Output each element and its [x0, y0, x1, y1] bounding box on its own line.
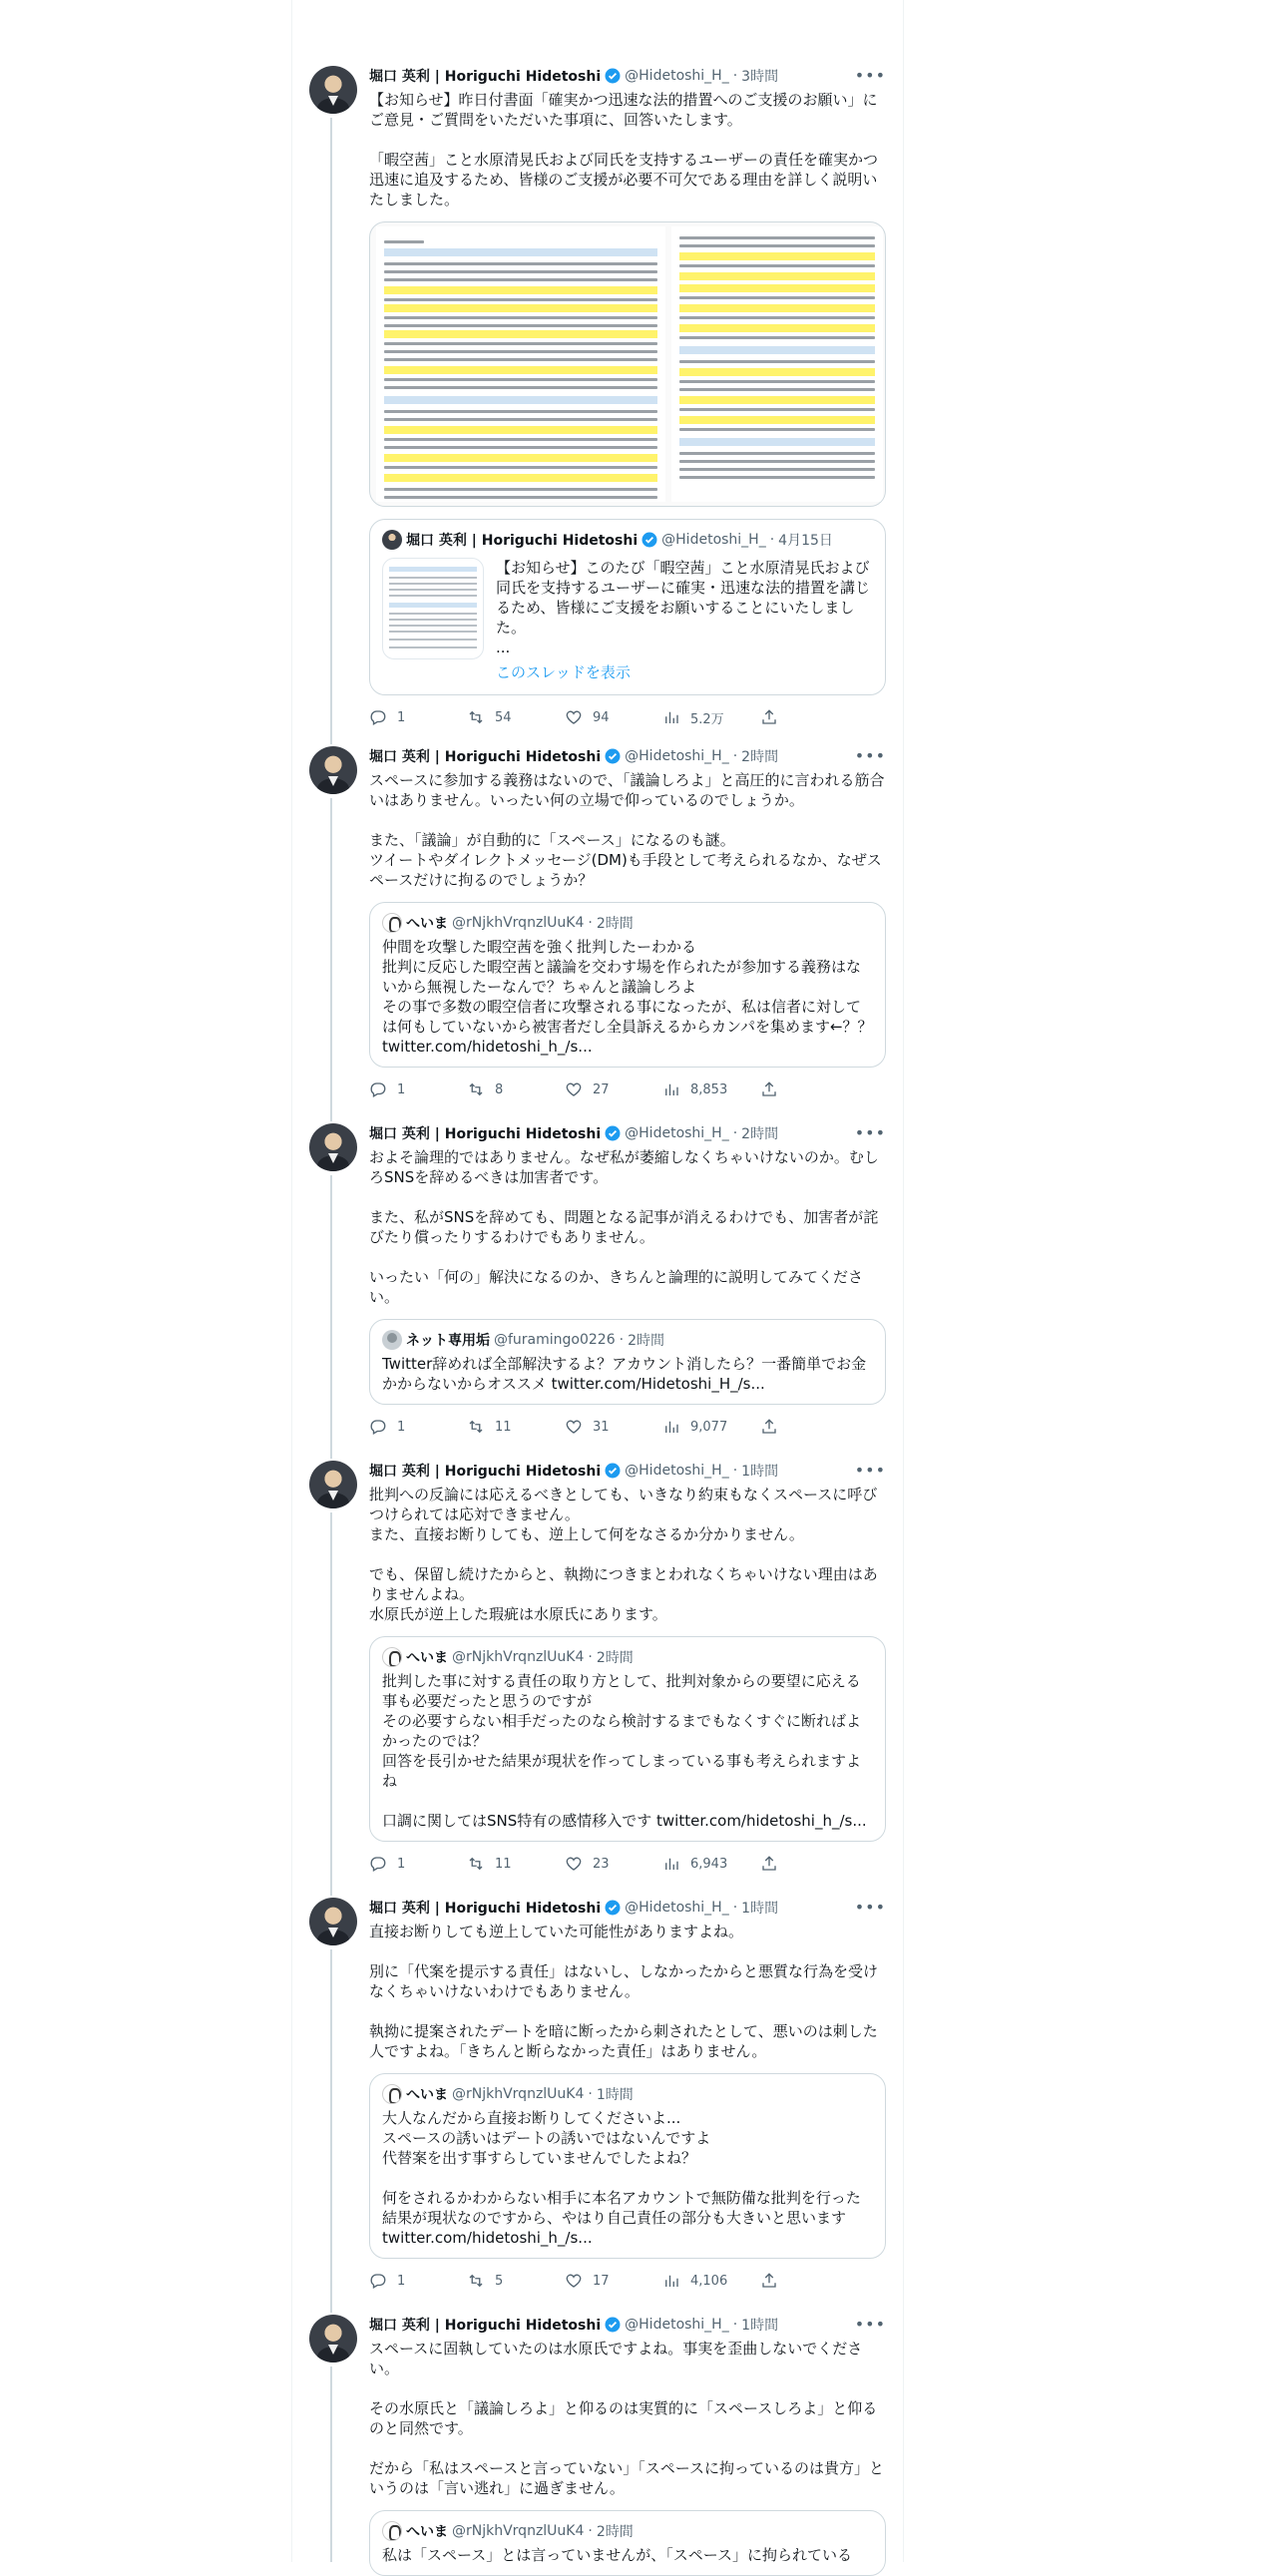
tweet-time[interactable]: 1時間: [741, 1901, 779, 1917]
share-icon: [760, 1080, 778, 1098]
reply-button[interactable]: [369, 1418, 467, 1436]
author-handle[interactable]: @Hidetoshi_H_: [625, 1900, 729, 1916]
quoted-author-handle: @furamingo0226: [494, 1332, 616, 1348]
retweet-icon: [467, 1080, 485, 1098]
heart-icon: [565, 2272, 583, 2290]
thread-line: [330, 798, 332, 1121]
more-options-icon[interactable]: •••: [854, 2315, 886, 2334]
quoted-text: 仲間を攻撃した暇空茜を強く批判したーわかる 批判に反応した暇空茜と議論を交わす場を作られたが参加する義務はないから無視したーなんで？ちゃんと議論しろよ その事で多数の暇空信者に攻撃される事になったが、私は信者に対しては何もしていないから被害者だし全員訴えるからカンパを集めます←？？ twitter.com/hidetoshi_h_/s...: [382, 938, 873, 1056]
avatar[interactable]: [309, 1461, 357, 1508]
share-button[interactable]: [760, 1080, 788, 1098]
views-icon: [662, 2272, 680, 2290]
tweet-header: [369, 2315, 886, 2335]
reply-count: 1: [397, 1081, 406, 1097]
verified-badge-icon: [605, 68, 621, 84]
reply-button[interactable]: [369, 2272, 467, 2290]
quoted-text: 批判した事に対する責任の取り方として、批判対象からの要望に応える事も必要だったと思うのですが その必要すらない相手だったのなら検討するまでもなくすぐに断ればよかったのでは？ 回答を長引かせた結果が現状を作ってしまっている事も考えられますよね 口調に関してはSNS特有の感情移入です twitter.com/hidetoshi_h_/s...: [382, 1672, 867, 1830]
tweet-actions: [369, 1079, 886, 1099]
views-icon: [662, 1418, 680, 1436]
quoted-avatar: [382, 1647, 402, 1667]
document-page-right: [671, 226, 883, 502]
author-handle[interactable]: @Hidetoshi_H_: [625, 748, 729, 764]
quoted-author-name: ネット専用垢: [406, 1333, 490, 1349]
more-options-icon[interactable]: •••: [854, 66, 886, 85]
quoted-tweet-header: [382, 1647, 873, 1667]
tweet-header: [369, 1898, 886, 1918]
quoted-avatar: [382, 1330, 402, 1350]
tweet-text: 直接お断りしても逆上していた可能性がありますよね。 別に「代案を提示する責任」はないし、しなかったからと悪質な行為を受けなくちゃいけないわけでもありません。 執拗に提案されたデートを暗に断ったから刺されたとして、悪いのは刺した人ですよね。「きちんと断らなかった責任」はありません。: [369, 1923, 879, 2060]
quoted-author-name: へいま: [406, 2087, 448, 2103]
quoted-text: 私は「スペース」とは言っていませんが、「スペース」に拘られている: [382, 2546, 853, 2564]
quoted-author-handle: @rNjkhVrqnzlUuK4: [452, 1649, 585, 1665]
reply-icon: [369, 2272, 387, 2290]
reply-count: 1: [397, 1419, 406, 1435]
more-options-icon[interactable]: •••: [854, 746, 886, 765]
reply-button[interactable]: [369, 1855, 467, 1873]
heart-icon: [565, 1080, 583, 1098]
retweet-icon: [467, 1855, 485, 1873]
separator-dot: ·: [588, 2086, 593, 2102]
retweet-icon: [467, 708, 485, 726]
like-button[interactable]: [565, 1855, 662, 1873]
quoted-tweet-header: [382, 2521, 873, 2541]
tweet-time[interactable]: 1時間: [741, 2318, 779, 2334]
more-options-icon[interactable]: •••: [854, 1461, 886, 1480]
quoted-avatar: [382, 2084, 402, 2104]
share-button[interactable]: [760, 708, 788, 726]
reply-icon: [369, 1855, 387, 1873]
avatar[interactable]: [309, 66, 357, 114]
verified-badge-icon: [605, 2317, 621, 2333]
views-icon: [662, 1855, 680, 1873]
like-button[interactable]: [565, 2272, 662, 2290]
thread-line: [330, 1949, 332, 2313]
retweet-button[interactable]: [467, 2272, 565, 2290]
quoted-time: 2時間: [596, 916, 634, 932]
like-count: 27: [593, 1081, 610, 1097]
retweet-button[interactable]: [467, 1418, 565, 1436]
retweet-count: 54: [495, 709, 512, 725]
reply-icon: [369, 1080, 387, 1098]
separator-dot: ·: [769, 532, 775, 548]
tweet-header: [369, 1123, 886, 1143]
like-count: 31: [593, 1419, 610, 1435]
show-thread-link[interactable]: このスレッドを表示: [496, 663, 631, 681]
separator-dot: ·: [732, 1125, 738, 1141]
separator-dot: ·: [732, 1900, 738, 1916]
author-name[interactable]: 堀口 英利 | Horiguchi Hidetoshi: [369, 749, 602, 765]
separator-dot: ·: [732, 748, 738, 764]
like-button[interactable]: [565, 708, 662, 726]
tweet-text: およそ論理的ではありません。なぜ私が萎縮しなくちゃいけないのか。むしろSNSを辞めるべきは加害者です。 また、私がSNSを辞めても、問題となる記事が消えるわけでも、加害者が詫びたり償ったりするわけでもありません。 いったい「何の」解決になるのか、きちんと論理的に説明してみてください。: [369, 1148, 879, 1306]
view-count: 5.2万: [690, 711, 724, 727]
quoted-tweet-header: [382, 530, 873, 550]
share-button[interactable]: [760, 2272, 788, 2290]
tweet-time[interactable]: 1時間: [741, 1464, 779, 1480]
more-options-icon[interactable]: •••: [854, 1123, 886, 1142]
author-handle[interactable]: @Hidetoshi_H_: [625, 1125, 729, 1141]
views-button[interactable]: [662, 708, 760, 727]
author-handle[interactable]: @Hidetoshi_H_: [625, 2317, 729, 2333]
quoted-avatar: [382, 2521, 402, 2541]
quoted-tweet-header: [382, 2084, 873, 2104]
quoted-author-handle: @Hidetoshi_H_: [661, 532, 766, 548]
separator-dot: ·: [732, 1463, 738, 1479]
separator-dot: ·: [588, 1649, 593, 1665]
view-count: 6,943: [690, 1856, 728, 1872]
quoted-tweet-header: [382, 1330, 873, 1350]
author-handle[interactable]: @Hidetoshi_H_: [625, 1463, 729, 1479]
quoted-author-handle: @rNjkhVrqnzlUuK4: [452, 2086, 585, 2102]
quoted-thumbnail-image: [382, 558, 484, 659]
quoted-text: 【お知らせ】このたび「暇空茜」こと水原清晃氏および同氏を支持するユーザーに確実・迅速な法的措置を講じるため、皆様にご支援をお願いすることにいたしました。 ...: [496, 559, 871, 656]
views-button[interactable]: [662, 1418, 760, 1436]
quoted-author-handle: @rNjkhVrqnzlUuK4: [452, 915, 585, 931]
tweet-text: スペースに参加する義務はないので、「議論しろよ」と高圧的に言われる筋合いはありません。いったい何の立場で仰っているのでしょうか。 また、「議論」が自動的に「スペース」になるのも謎。 ツイートやダイレクトメッセージ(DM)も手段として考えられるなか、なぜスペースだけに拘るのでしょうか？: [369, 771, 885, 889]
author-name[interactable]: 堀口 英利 | Horiguchi Hidetoshi: [369, 1464, 602, 1480]
avatar[interactable]: [309, 1898, 357, 1945]
like-button[interactable]: [565, 1080, 662, 1098]
thread-line: [330, 2366, 332, 2562]
tweet-header: [369, 66, 886, 86]
retweet-count: 5: [495, 2273, 504, 2289]
avatar[interactable]: [309, 746, 357, 794]
quoted-author-name: へいま: [406, 1650, 448, 1666]
quoted-author-handle: @rNjkhVrqnzlUuK4: [452, 2523, 585, 2539]
separator-dot: ·: [588, 915, 593, 931]
tweet-text: 批判への反論には応えるべきとしても、いきなり約束もなくスペースに呼びつけられては応対できません。 また、直接お断りしても、逆上して何をなさるか分かりません。 でも、保留し続けたからと、執拗につきまとわれなくちゃいけない理由はありませんよね。 水原氏が逆上した瑕疵は水原氏にあります。: [369, 1486, 878, 1623]
view-count: 9,077: [690, 1419, 728, 1435]
heart-icon: [565, 708, 583, 726]
view-count: 4,106: [690, 2273, 728, 2289]
author-name[interactable]: 堀口 英利 | Horiguchi Hidetoshi: [369, 1126, 602, 1142]
view-count: 8,853: [690, 1081, 728, 1097]
quoted-tweet[interactable]: [369, 902, 886, 1068]
separator-dot: ·: [732, 2317, 738, 2333]
quoted-tweet[interactable]: [369, 2510, 886, 2576]
retweet-button[interactable]: [467, 1080, 565, 1098]
reply-count: 1: [397, 2273, 406, 2289]
separator-dot: ·: [588, 2523, 593, 2539]
retweet-count: 8: [495, 1081, 504, 1097]
verified-badge-icon: [605, 1900, 621, 1916]
author-name[interactable]: 堀口 英利 | Horiguchi Hidetoshi: [369, 2318, 602, 2334]
views-icon: [662, 1080, 680, 1098]
like-button[interactable]: [565, 1418, 662, 1436]
tweet-actions: [369, 1854, 886, 1874]
author-name[interactable]: 堀口 英利 | Horiguchi Hidetoshi: [369, 1901, 602, 1917]
retweet-icon: [467, 1418, 485, 1436]
tweet-actions: [369, 707, 886, 727]
quoted-tweet[interactable]: [369, 1636, 886, 1842]
verified-badge-icon: [641, 532, 657, 548]
views-button[interactable]: [662, 1080, 760, 1098]
tweet-time[interactable]: 2時間: [741, 749, 779, 765]
quoted-tweet[interactable]: [369, 2073, 886, 2259]
avatar[interactable]: [309, 1123, 357, 1171]
thread-line: [330, 118, 332, 744]
retweet-icon: [467, 2272, 485, 2290]
quoted-author-name: へいま: [406, 916, 448, 932]
quoted-time: 2時間: [628, 1333, 664, 1349]
avatar[interactable]: [309, 2315, 357, 2362]
tweet-header: [369, 746, 886, 766]
quoted-time: 4月15日: [778, 533, 833, 549]
views-button[interactable]: [662, 1855, 760, 1873]
like-count: 94: [593, 709, 610, 725]
quoted-text: 大人なんだから直接お断りしてくださいよ... スペースの誘いはデートの誘いではないんですよ 代替案を出す事すらしていませんでしたよね？ 何をされるかわからない相手に本名アカウントで無防備な批判を行った結果が現状なのですから、やはり自己責任の部分も大きいと思います twitter.com/hidetoshi_h_/s...: [382, 2109, 861, 2247]
quoted-author-name: へいま: [406, 2524, 448, 2540]
retweet-button[interactable]: [467, 1855, 565, 1873]
more-options-icon[interactable]: •••: [854, 1898, 886, 1917]
thread-line: [330, 1175, 332, 1459]
reply-icon: [369, 708, 387, 726]
author-name[interactable]: 堀口 英利 | Horiguchi Hidetoshi: [369, 69, 602, 85]
share-button[interactable]: [760, 1418, 788, 1436]
separator-dot: ·: [619, 1332, 625, 1348]
reply-count: 1: [397, 1856, 406, 1872]
views-icon: [662, 708, 680, 726]
reply-count: 1: [397, 709, 406, 725]
share-icon: [760, 1855, 778, 1873]
reply-button[interactable]: [369, 708, 467, 726]
like-count: 23: [593, 1856, 610, 1872]
verified-badge-icon: [605, 1463, 621, 1479]
retweet-count: 11: [495, 1856, 512, 1872]
share-icon: [760, 708, 778, 726]
share-icon: [760, 2272, 778, 2290]
quoted-tweet[interactable]: [369, 1319, 886, 1405]
reply-icon: [369, 1418, 387, 1436]
tweet-header: [369, 1461, 886, 1481]
verified-badge-icon: [605, 1125, 621, 1141]
verified-badge-icon: [605, 748, 621, 764]
tweet-time[interactable]: 2時間: [741, 1126, 779, 1142]
quoted-text: Twitter辞めれば全部解決するよ？アカウント消したら？一番簡単でお金かからないからオススメ twitter.com/Hidetoshi_H_/s...: [382, 1355, 867, 1393]
tweet-actions: [369, 1417, 886, 1437]
like-count: 17: [593, 2273, 610, 2289]
quoted-tweet-header: [382, 913, 873, 933]
quoted-avatar: [382, 913, 402, 933]
reply-button[interactable]: [369, 1080, 467, 1098]
quoted-avatar: [382, 530, 402, 550]
thread-line: [330, 1512, 332, 1896]
share-button[interactable]: [760, 1855, 788, 1873]
quoted-author-name: 堀口 英利 | Horiguchi Hidetoshi: [406, 533, 639, 549]
quoted-time: 2時間: [596, 1650, 634, 1666]
author-handle[interactable]: @Hidetoshi_H_: [625, 68, 729, 84]
document-page-left: [376, 226, 665, 502]
separator-dot: ·: [732, 68, 738, 84]
quoted-tweet[interactable]: [369, 519, 886, 695]
share-icon: [760, 1418, 778, 1436]
tweet-text: 【お知らせ】昨日付書面「確実かつ迅速な法的措置へのご支援のお願い」にご意見・ご質問をいただいた事項に、回答いたします。 「暇空茜」こと水原清晃氏および同氏を支持するユーザーの責任を確実かつ迅速に追及するため、皆様のご支援が必要不可欠である理由を詳しく説明いたしました。: [369, 91, 879, 209]
tweet-actions: [369, 2271, 886, 2291]
attached-document-image[interactable]: [369, 221, 886, 507]
tweet-time[interactable]: 3時間: [741, 69, 779, 85]
quoted-time: 2時間: [596, 2524, 634, 2540]
heart-icon: [565, 1855, 583, 1873]
retweet-count: 11: [495, 1419, 512, 1435]
views-button[interactable]: [662, 2272, 760, 2290]
quoted-time: 1時間: [596, 2087, 634, 2103]
retweet-button[interactable]: [467, 708, 565, 726]
heart-icon: [565, 1418, 583, 1436]
tweet-text: スペースに固執していたのは水原氏ですよね。事実を歪曲しないでください。 その水原氏と「議論しろよ」と仰るのは実質的に「スペースしろよ」と仰るのと同然です。 だから「私はスペースと言っていない」「スペースに拘っているのは貴方」というのは「言い逃れ」に過ぎません。: [369, 2340, 885, 2497]
